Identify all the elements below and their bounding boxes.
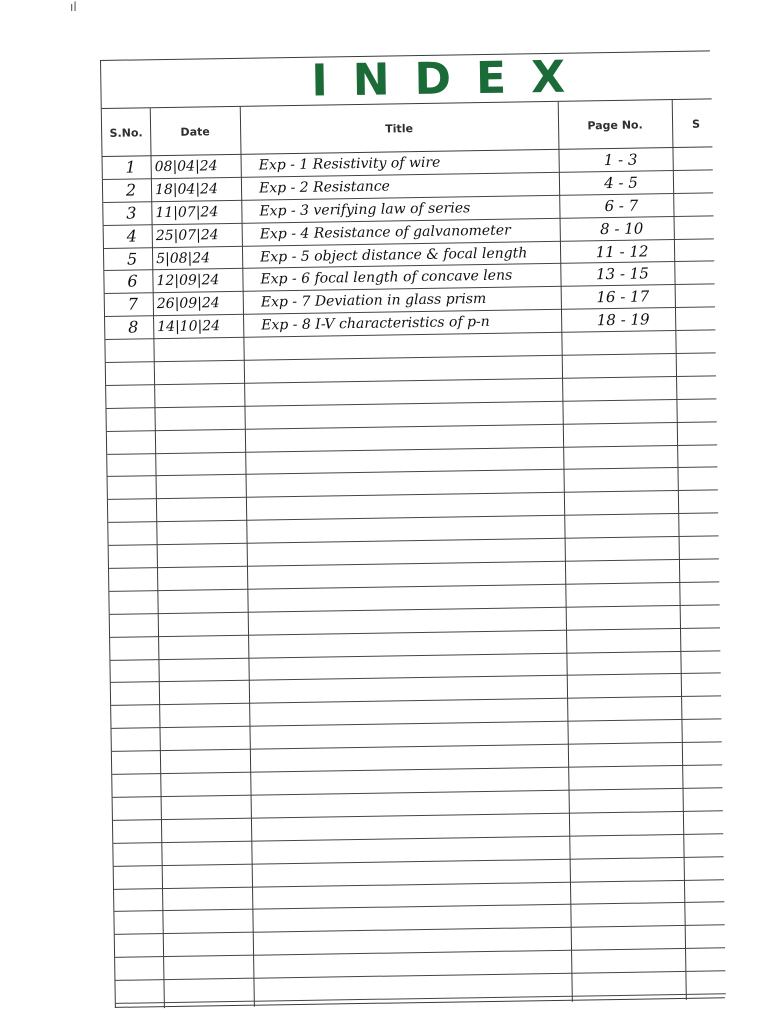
entry-page: 16 - 17 <box>596 287 650 307</box>
entry-title: Exp - 8 I-V characteristics of p-n <box>261 314 490 334</box>
entry-date: 08|04|24 <box>154 158 218 176</box>
header-sno: S.No. <box>109 125 143 140</box>
entry-page: 11 - 12 <box>595 241 649 261</box>
entry-title: Exp - 3 verifying law of series <box>259 199 471 220</box>
entry-title: Exp - 6 focal length of concave lens <box>260 268 513 288</box>
entry-page: 6 - 7 <box>604 196 639 215</box>
entry-sno: 2 <box>125 180 137 200</box>
entry-sno: 3 <box>126 203 137 223</box>
entry-page: 13 - 15 <box>595 264 649 284</box>
entry-date: 12|09|24 <box>156 272 220 290</box>
header-page: Page No. <box>587 117 643 132</box>
entry-sno: 6 <box>127 271 138 292</box>
entry-title: Exp - 7 Deviation in glass prism <box>260 291 487 311</box>
entry-page: 8 - 10 <box>599 219 644 238</box>
entry-sno: 8 <box>127 317 139 337</box>
entry-date: 14|10|24 <box>157 318 221 336</box>
entry-page: 4 - 5 <box>603 173 638 192</box>
entry-sno: 1 <box>125 157 136 177</box>
entry-title: Exp - 5 object distance & focal length <box>259 244 528 266</box>
entry-title: Exp - 1 Resistivity of wire <box>258 154 441 174</box>
header-title: Title <box>385 121 414 136</box>
entry-sno: 5 <box>126 249 138 269</box>
entry-date: 18|04|24 <box>154 181 219 199</box>
entry-title: Exp - 4 Resistance of galvanometer <box>259 222 511 243</box>
header-sign: S <box>691 117 701 131</box>
top-marks: ıl <box>70 0 77 14</box>
entry-date: 5|08|24 <box>156 249 211 267</box>
entry-page: 18 - 19 <box>596 310 650 330</box>
entry-date: 26|09|24 <box>156 295 220 313</box>
entry-title: Exp - 2 Resistance <box>258 178 391 197</box>
entry-sno: 7 <box>127 294 139 314</box>
header-date: Date <box>180 124 210 139</box>
entry-date: 25|07|24 <box>155 226 219 244</box>
index-sheet <box>100 50 725 1007</box>
index-title: INDEX <box>310 51 591 107</box>
table-body <box>103 147 726 1003</box>
entry-page: 1 - 3 <box>603 150 638 170</box>
entry-date: 11|07|24 <box>155 203 219 221</box>
entry-sno: 4 <box>126 226 138 246</box>
